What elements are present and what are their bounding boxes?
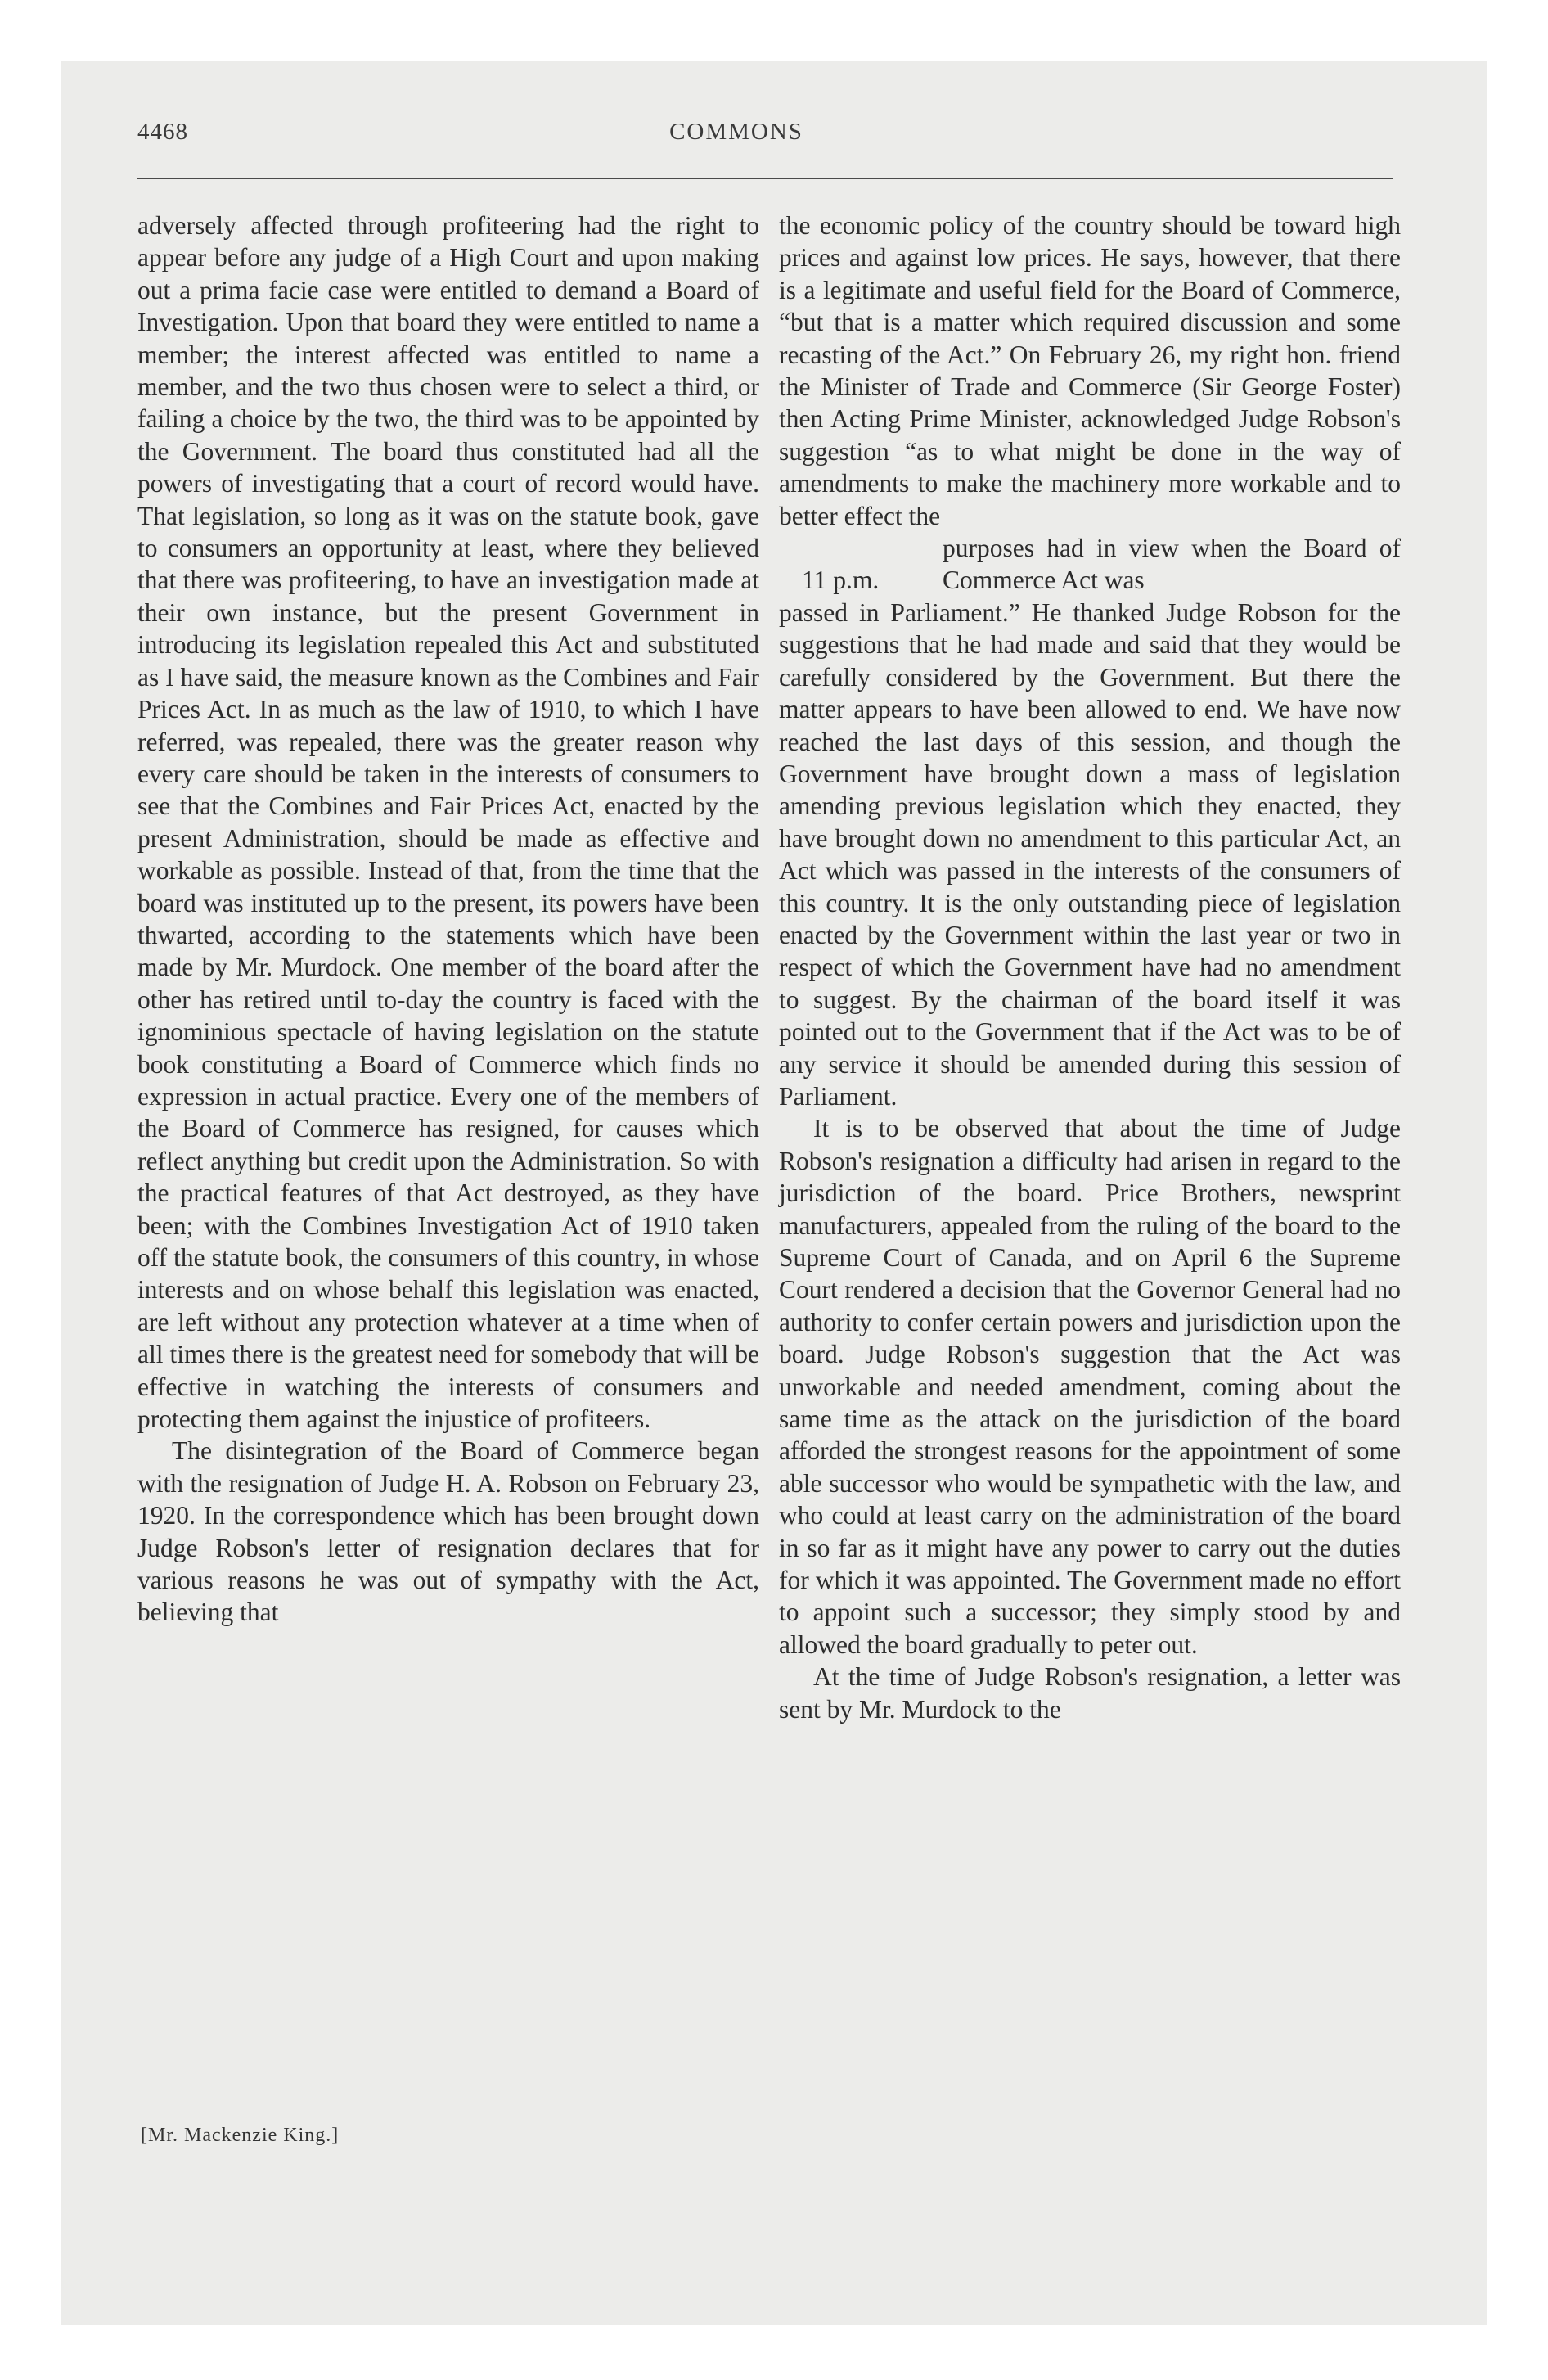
right-paragraph-2: It is to be observed that about the time of Judge Robson's resignation a difficulty had arisen in regard to the jurisdiction of the board. Price Brothers, newsprint manufacturers, appealed from the ruling of the board to the Supreme Court of Canada, and on April 6 the Supreme Court rendered a decision that the Governor General had no authority to confer certain powers and jurisdiction upon the board. Judge Robson's suggestion that the Act was unworkable and needed amendment, coming about the same time as the attack on the jurisdiction of the board afforded the strongest reasons for the appointment of some able successor who would be sympathetic with the law, and who could at least carry on the administration of the board in so far as it might have any power to carry out the duties for which it was appointed. The Government made no effort to appoint such a successor; they simply stood by and allowed the board gradually to peter out.	[779, 1114, 1401, 1659]
left-column	[137, 210, 759, 1629]
right-paragraph-3: At the time of Judge Robson's resignation, a letter was sent by Mr. Murdock to the	[779, 1662, 1401, 1724]
running-head-title: COMMONS	[669, 119, 803, 145]
right-column	[779, 210, 1401, 1725]
left-paragraph-2: The disintegration of the Board of Commerce began with the resignation of Judge H. A. Robson on February 23, 1920. In the correspondence which has been brought down Judge Robson's letter of resignation declares that for various reasons he was out of sympathy with the Act, believing that	[137, 1436, 759, 1627]
speaker-attribution: [Mr. Mackenzie King.]	[141, 2125, 340, 2146]
header-rule	[137, 178, 1393, 179]
left-paragraph-1: adversely affected through profiteering had the right to appear before any judge of a High Court and upon making out a prima facie case were entitled to demand a Board of Investigation. Upon that board they were entitled to name a member; the interest affected was entitled to name a member, and the two thus chosen were to select a third, or failing a choice by the two, the third was to be appointed by the Government. The board thus constituted had all the powers of investigating that a court of record would have. That legislation, so long as it was on the statute book, gave to consumers an opportunity at least, where they believed that there was profiteering, to have an investigation made at their own instance, but the present Government in introducing its legislation repealed this Act and substituted as I have said, the measure known as the Combines and Fair Prices Act. In as much as the law of 1910, to which I have referred, was repealed, there was the greater reason why every care should be taken in the interests of consumers to see that the Combines and Fair Prices Act, enacted by the present Administration, should be made as effective and workable as possible. Instead of that, from the time that the board was instituted up to the present, its powers have been thwarted, according to the statements which have been made by Mr. Murdock. One member of the board after the other has retired until to-day the country is faced with the ignominious spectacle of having legislation on the statute book constituting a Board of Commerce which finds no expression in actual practice. Every one of the members of the Board of Commerce has resigned, for causes which reflect anything but credit upon the Administration. So with the practical features of that Act destroyed, as they have been; with the Combines Investigation Act of 1910 taken off the statute book, the consumers of this country, in whose interests and on whose behalf this legislation was enacted, are left without any protection whatever at a time when of all times there is the greatest need for somebody that will be effective in watching the interests of consumers and protecting them against the injustice of profiteers.	[137, 211, 759, 1434]
right-paragraph-1-part-2: purposes had in view when the Board of Commerce Act was	[943, 534, 1401, 595]
hansard-page	[82, 119, 1401, 2214]
right-paragraph-1-part-1: the economic policy of the country should be toward high prices and against low prices. He says, however, that there is a legitimate and useful field for the Board of Commerce, “but that is a matter which required discussion and some recasting of the Act.” On February 26, my right hon. friend the Minister of Trade and Commerce (Sir George Foster) then Acting Prime Minister, acknowledged Judge Robson's suggestion “as to what might be done in the way of amendments to make the machinery more workable and to better effect the	[779, 211, 1401, 530]
right-paragraph-1-part-3: passed in Parliament.” He thanked Judge Robson for the suggestions that he had made and said that they would be carefully considered by the Government. But there the matter appears to have been allowed to end. We have now reached the last days of this session, and though the Government have brought down a mass of legislation amending previous legislation which they enacted, they have brought down no amendment to this particular Act, an Act which was passed in the interests of the consumers of this country. It is the only outstanding piece of legislation enacted by the Government within the last year or two in respect of which the Government have had no amendment to suggest. By the chairman of the board itself it was pointed out to the Government that if the Act was to be of any service it should be amended during this session of Parliament.	[779, 597, 1401, 1111]
time-stamp: 11 p.m.	[802, 566, 880, 595]
time-marker-row	[779, 532, 1401, 597]
page-number: 4468	[137, 119, 188, 145]
